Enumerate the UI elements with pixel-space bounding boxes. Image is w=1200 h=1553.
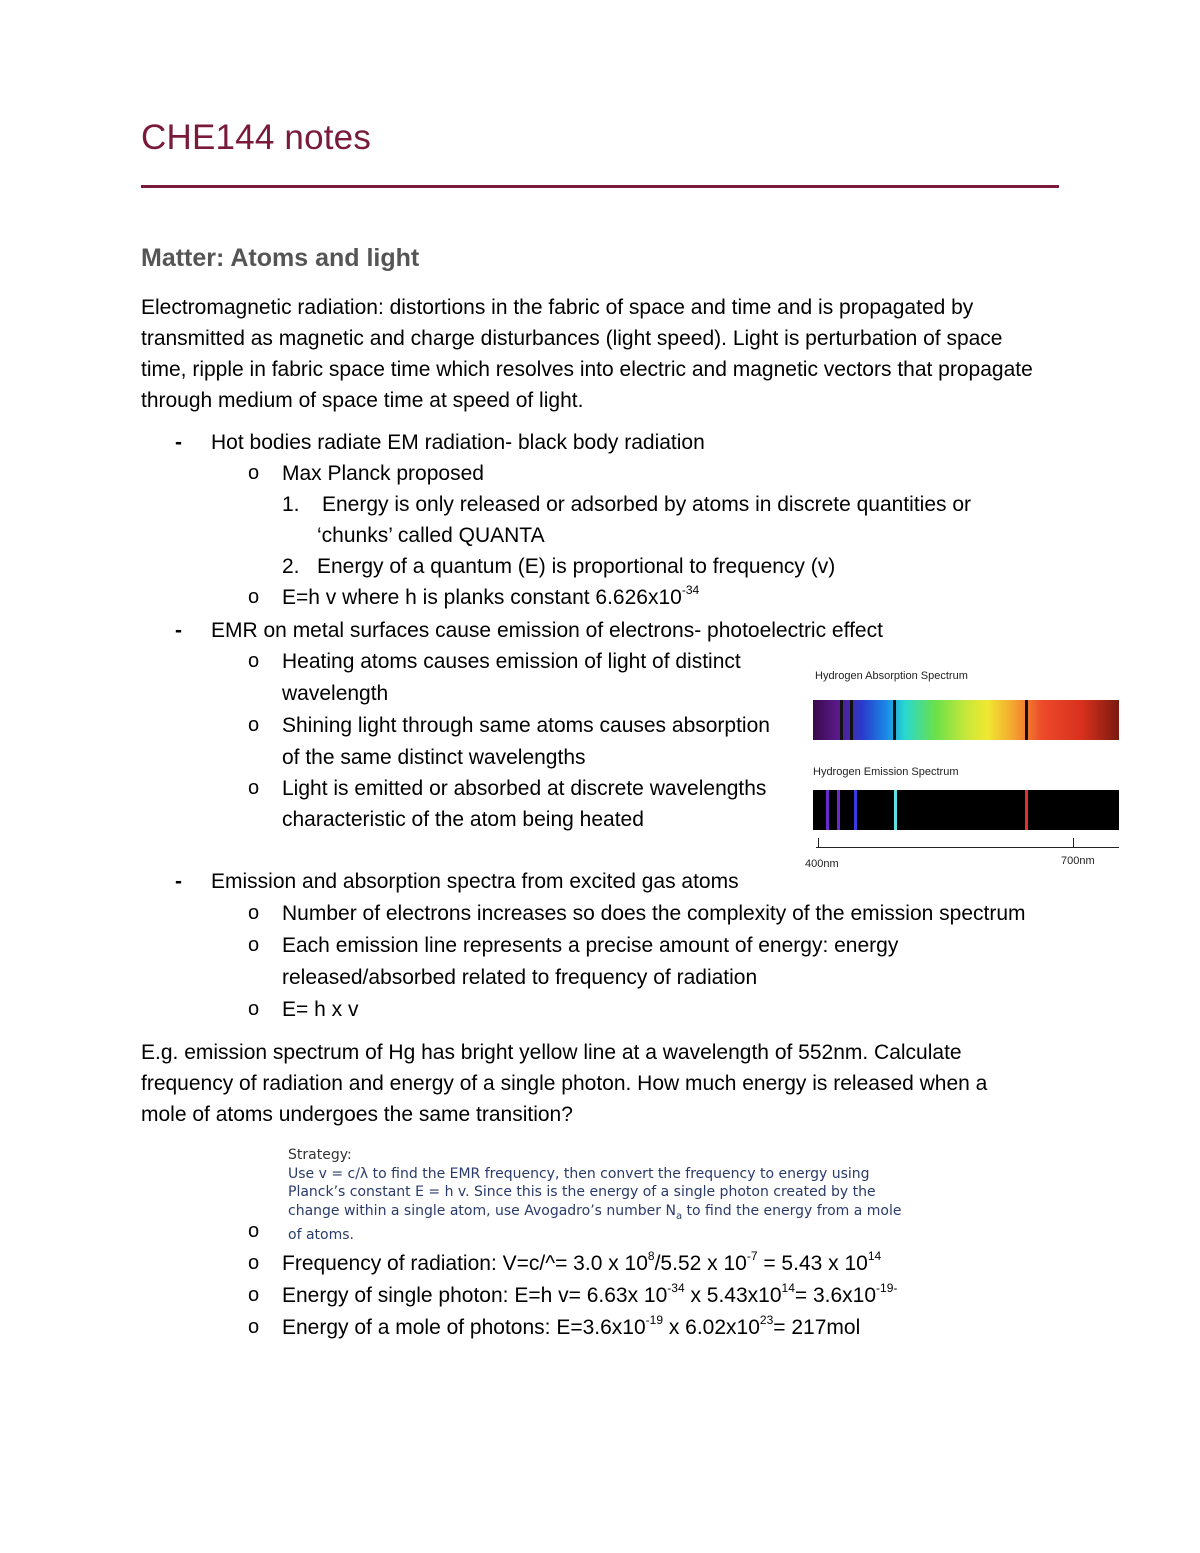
strategy-line3-text: change within a single atom, use Avogadro’s number N xyxy=(288,1202,676,1219)
calc-frequency xyxy=(282,1248,881,1279)
circle-bullet: o xyxy=(248,998,260,1020)
emission-line-656 xyxy=(1025,790,1028,830)
absorption-line-434 xyxy=(850,700,853,740)
strategy-heading: Strategy: xyxy=(288,1147,352,1163)
calc3-part1: Energy of a mole of photons: E=3.6x10 xyxy=(282,1316,646,1339)
strategy-image xyxy=(288,1146,948,1244)
list1-planck: Max Planck proposed xyxy=(282,462,484,485)
list3-b2-line1: Each emission line represents a precise amount of energy: energy xyxy=(282,934,899,957)
list1-formula xyxy=(282,582,699,613)
list2-b2-line2: of the same distinct wavelengths xyxy=(282,746,586,769)
axis-label-end: 700nm xyxy=(1061,855,1095,867)
absorption-spectrum-label: Hydrogen Absorption Spectrum xyxy=(815,670,968,682)
circle-bullet: o xyxy=(248,1284,260,1306)
emission-line-410 xyxy=(826,790,829,830)
calc-photon-energy xyxy=(282,1280,897,1311)
strategy-line3-tail: to find the energy from a mole xyxy=(682,1202,902,1219)
absorption-line-486 xyxy=(893,700,896,740)
circle-bullet: o xyxy=(248,586,260,608)
title-divider xyxy=(141,185,1059,188)
formula-text: E=h v where h is planks constant 6.626x10 xyxy=(282,586,682,609)
calc-mole-energy xyxy=(282,1312,860,1343)
strategy-line3 xyxy=(288,1202,948,1226)
emission-spectrum-label: Hydrogen Emission Spectrum xyxy=(813,766,959,778)
formula-exponent: -34 xyxy=(681,583,700,597)
list1-heading: Hot bodies radiate EM radiation- black body radiation xyxy=(211,431,705,454)
emission-line-440 xyxy=(854,790,857,830)
strategy-line2: Planck’s constant E = h v. Since this is the energy of a single photon created by the xyxy=(288,1184,876,1200)
axis-tick-end xyxy=(1073,838,1074,848)
calc2-exp2: 14 xyxy=(781,1281,795,1295)
calc1-part2: /5.52 x 10 xyxy=(654,1252,747,1275)
calc1-part3: = 5.43 x 10 xyxy=(757,1252,868,1275)
strategy-line4: of atoms. xyxy=(288,1226,354,1243)
calc2-part3: = 3.6x10 xyxy=(794,1284,877,1307)
emission-spectrum-image xyxy=(813,790,1119,830)
calc2-part1: Energy of single photon: E=h v= 6.63x 10 xyxy=(282,1284,668,1307)
strategy-line3-sub: a xyxy=(675,1210,683,1222)
circle-bullet: o xyxy=(248,777,260,799)
calc1-exp3: 14 xyxy=(867,1249,882,1263)
absorption-line-656 xyxy=(1025,700,1028,740)
dash-bullet: - xyxy=(175,431,182,454)
axis-label-start: 400nm xyxy=(805,858,839,870)
calc3-exp2: 23 xyxy=(759,1313,774,1327)
circle-bullet: o xyxy=(248,714,260,736)
list1-point1-line2: ‘chunks’ called QUANTA xyxy=(317,524,545,547)
circle-bullet: o xyxy=(248,650,260,672)
circle-bullet: o xyxy=(248,1252,260,1274)
calc3-part3: = 217mol xyxy=(773,1316,861,1339)
circle-bullet: o xyxy=(248,462,260,484)
list2-b3-line1: Light is emitted or absorbed at discrete wavelengths xyxy=(282,777,767,800)
absorption-spectrum-image xyxy=(813,700,1119,740)
example-paragraph: E.g. emission spectrum of Hg has bright yellow line at a wavelength of 552nm. Calculate frequency of radiation and energy of a single photon. How much energy is released when a mole of atoms undergoes the same transition? xyxy=(141,1041,988,1126)
list2-b2-line1: Shining light through same atoms causes absorption xyxy=(282,714,770,737)
calc1-exp2: -7 xyxy=(746,1249,758,1263)
intro-paragraph: Electromagnetic radiation: distortions in the fabric of space and time and is propagated by transmitted as magnetic and charge disturbances (light speed). Light is perturbation of space time, ripple in fabric space time which resolves into electric and magnetic vectors that propagate through medium of space time at speed of light. xyxy=(141,296,1033,412)
circle-bullet: o xyxy=(248,1220,260,1242)
number-marker: 2. xyxy=(282,555,300,578)
dash-bullet: - xyxy=(175,619,182,642)
list2-b3-line2: characteristic of the atom being heated xyxy=(282,808,644,831)
list3-b2-line2: released/absorbed related to frequency of radiation xyxy=(282,966,758,989)
emission-line-434 xyxy=(837,790,840,830)
list2-b1-line2: wavelength xyxy=(282,682,389,705)
calc2-part2: x 5.43x10 xyxy=(684,1284,782,1307)
list2-heading: EMR on metal surfaces cause emission of electrons- photoelectric effect xyxy=(211,619,883,642)
list3-heading: Emission and absorption spectra from excited gas atoms xyxy=(211,870,739,893)
emission-line-486 xyxy=(894,790,897,830)
number-marker: 1. xyxy=(282,493,300,516)
list3-b3: E= h x v xyxy=(282,998,359,1021)
calc3-exp1: -19 xyxy=(645,1313,663,1327)
calc2-exp1: -34 xyxy=(667,1281,685,1295)
document-title: CHE144 notes xyxy=(141,118,372,157)
list1-point2: Energy of a quantum (E) is proportional to frequency (v) xyxy=(317,555,836,578)
dash-bullet: - xyxy=(175,870,182,893)
list1-point1-line1: Energy is only released or adsorbed by atoms in discrete quantities or xyxy=(322,493,972,516)
calc3-part2: x 6.02x10 xyxy=(663,1316,760,1339)
circle-bullet: o xyxy=(248,1316,260,1338)
circle-bullet: o xyxy=(248,902,260,924)
calc2-exp3: -19- xyxy=(876,1281,898,1295)
circle-bullet: o xyxy=(248,934,260,956)
list2-b1-line1: Heating atoms causes emission of light of distinct xyxy=(282,650,741,673)
calc1-exp1: 8 xyxy=(647,1249,655,1263)
absorption-line-410 xyxy=(840,700,843,740)
list3-b1: Number of electrons increases so does the complexity of the emission spectrum xyxy=(282,902,1026,925)
axis-tick-start xyxy=(818,838,819,848)
section-heading: Matter: Atoms and light xyxy=(141,244,420,272)
calc1-part1: Frequency of radiation: V=c/^= 3.0 x 10 xyxy=(282,1252,648,1275)
strategy-line1: Use v = c/λ to find the EMR frequency, then convert the frequency to energy using xyxy=(288,1165,870,1182)
